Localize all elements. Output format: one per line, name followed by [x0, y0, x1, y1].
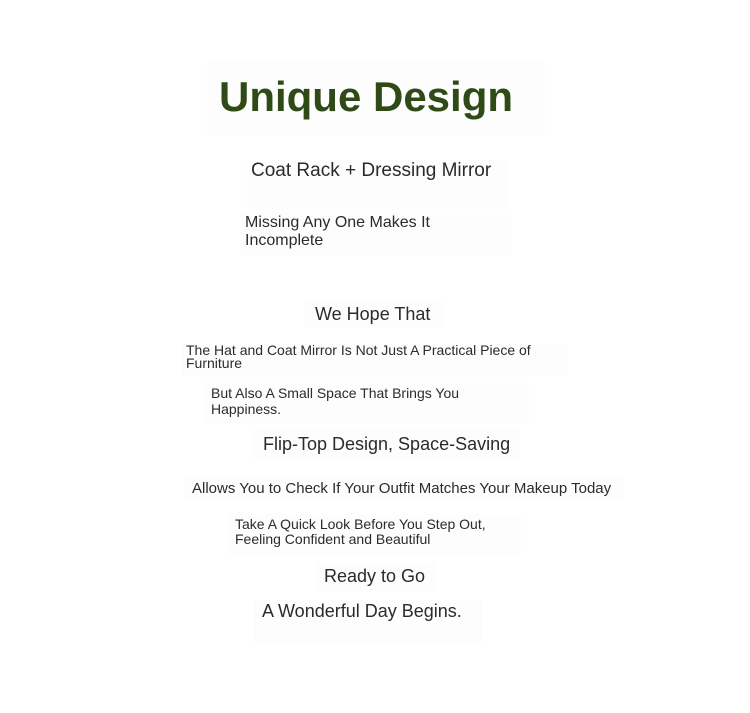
outfit-text: Allows You to Check If Your Outfit Matches Your Makeup Today: [184, 476, 624, 502]
hat-text: The Hat and Coat Mirror Is Not Just A Practical Piece of Furniture: [182, 344, 568, 376]
look-text: Take A Quick Look Before You Step Out, Feeling Confident and Beautiful: [227, 514, 521, 554]
happiness-text: But Also A Small Space That Brings You Happiness.: [203, 383, 529, 423]
tagline: Missing Any One Makes It Incomplete: [241, 212, 511, 256]
flip-heading: Flip-Top Design, Space-Saving: [253, 430, 519, 460]
closing-text: A Wonderful Day Begins.: [254, 600, 482, 644]
hope-heading: We Hope That: [304, 300, 444, 328]
headline: Unique Design: [207, 62, 545, 136]
ready-heading: Ready to Go: [316, 563, 436, 591]
subtitle: Coat Rack + Dressing Mirror: [247, 160, 507, 210]
